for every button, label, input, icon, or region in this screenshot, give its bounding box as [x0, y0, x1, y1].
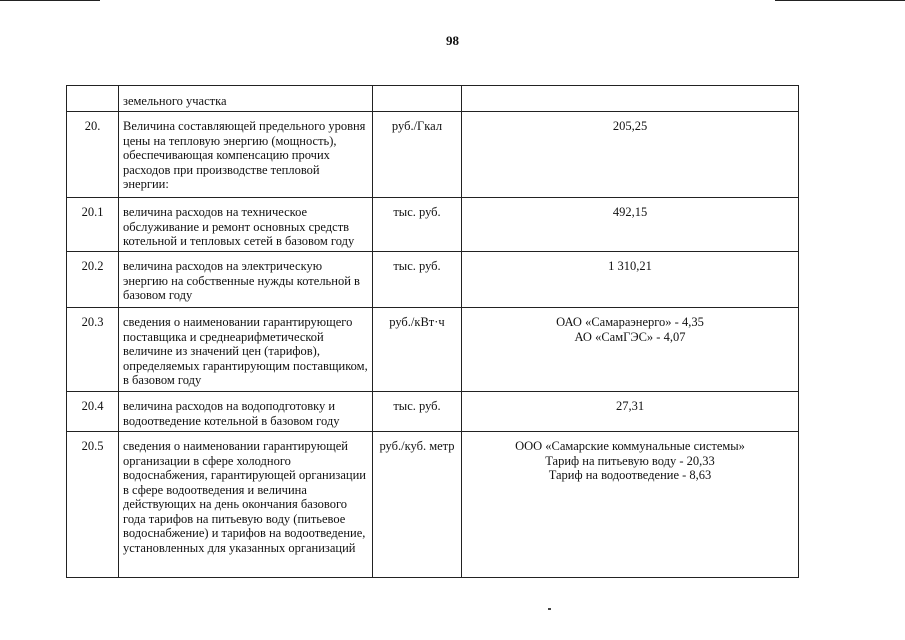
table-row: [67, 198, 799, 252]
top-left-rule: [0, 0, 100, 1]
table-row: [67, 86, 799, 112]
table-row: [67, 112, 799, 198]
table-row: [67, 392, 799, 432]
row-description: величина расходов на электрическую энергию на собственные нужды котельной в базовом году: [119, 252, 373, 308]
row-description: Величина составляющей предельного уровня цены на тепловую энергию (мощность), обеспечивающая компенсацию прочих расходов при производстве тепловой энергии:: [119, 112, 373, 198]
row-value: [462, 86, 799, 112]
value-line: ОАО «Самараэнерго» - 4,35: [556, 315, 704, 329]
row-number: 20.: [67, 112, 119, 198]
row-description: величина расходов на техническое обслуживание и ремонт основных средств котельной и тепловых сетей в базовом году: [119, 198, 373, 252]
row-number: 20.1: [67, 198, 119, 252]
row-description: сведения о наименовании гарантирующего поставщика и среднеарифметической величине из значений цен (тарифов), определяемых гарантирующим поставщиком, в базовом году: [119, 308, 373, 392]
table-body: [67, 86, 799, 578]
row-unit: [373, 86, 462, 112]
value-line: АО «СамГЭС» - 4,07: [574, 329, 686, 344]
value-line: 1 310,21: [608, 259, 652, 273]
row-number: [67, 86, 119, 112]
row-number: 20.3: [67, 308, 119, 392]
row-value: [462, 308, 799, 392]
tariff-table: [66, 85, 799, 578]
value-line: 27,31: [615, 399, 645, 413]
value-line: ООО «Самарские коммунальные системы»: [515, 439, 745, 453]
row-unit: тыс. руб.: [373, 392, 462, 432]
value-line: 205,25: [612, 119, 648, 133]
row-number: 20.2: [67, 252, 119, 308]
row-value: [462, 252, 799, 308]
row-unit: руб./Гкал: [373, 112, 462, 198]
row-description: сведения о наименовании гарантирующей организации в сфере холодного водоснабжения, гарантирующей организации в сфере водоотведения и величина действующих на день окончания базового года тарифов на питьевую воду (питьевое водоснабжение) и тарифов на водоотведение, установленных для указанных организаций: [119, 432, 373, 578]
table-row: [67, 432, 799, 578]
row-description: земельного участка: [119, 86, 373, 112]
table-row: [67, 252, 799, 308]
row-description: величина расходов на водоподготовку и водоотведение котельной в базовом году: [119, 392, 373, 432]
row-number: 20.4: [67, 392, 119, 432]
value-line: 492,15: [612, 205, 648, 219]
scan-speck: [548, 608, 551, 610]
table-row: [67, 308, 799, 392]
row-value: [462, 198, 799, 252]
row-value: [462, 112, 799, 198]
row-unit: руб./куб. метр: [373, 432, 462, 578]
page-number: 98: [446, 33, 459, 48]
value-line: Тариф на водоотведение - 8,63: [548, 468, 712, 482]
value-line: Тариф на питьевую воду - 20,33: [545, 453, 715, 468]
row-unit: тыс. руб.: [373, 198, 462, 252]
top-right-rule: [775, 0, 905, 1]
row-unit: руб./кВт·ч: [373, 308, 462, 392]
row-number: 20.5: [67, 432, 119, 578]
row-value: [462, 392, 799, 432]
row-value: [462, 432, 799, 578]
row-unit: тыс. руб.: [373, 252, 462, 308]
